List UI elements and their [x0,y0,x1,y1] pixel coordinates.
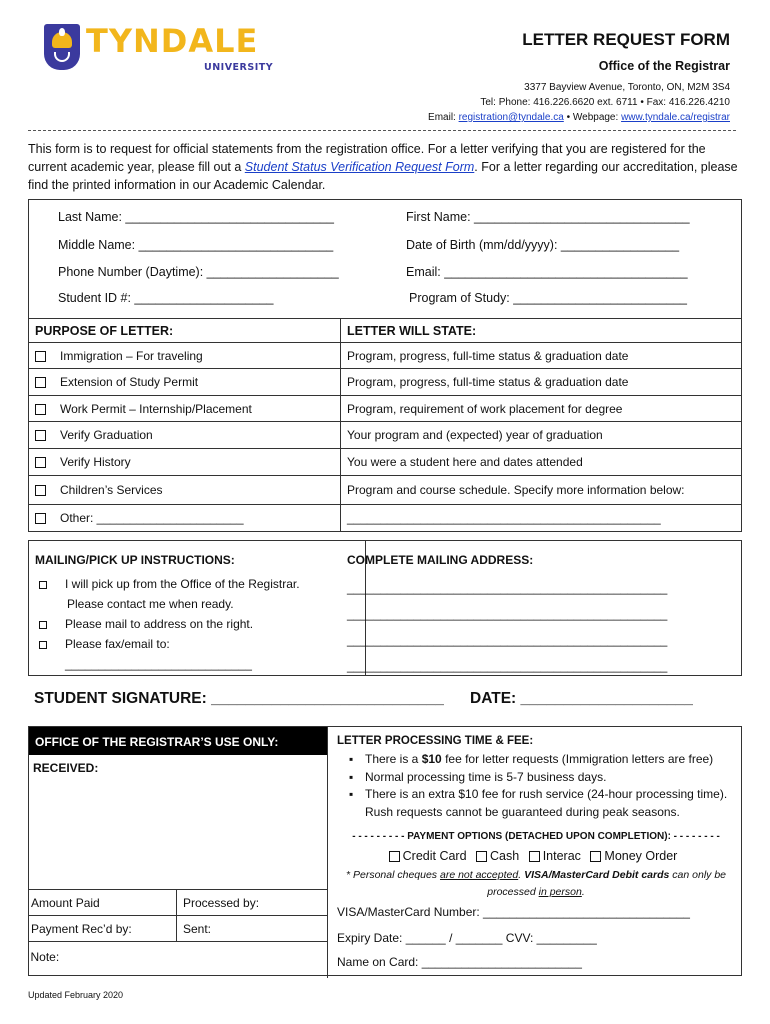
card-number-field[interactable]: VISA/MasterCard Number: _______________________________ [337,905,690,919]
mailing-box: MAILING/PICK UP INSTRUCTIONS: I will pick up from the Office of the Registrar. Please contact me when ready. Please mail to address on the right. Please fax/email to: ____________________________ COMPLETE MAILING ADDRESS: ________________________________________________ ________________________________________________ ________________________________________________ ________________________________________________ [28,540,742,676]
states-header: LETTER WILL STATE: [341,319,742,343]
table-row: Verify Graduation Your program and (expected) year of graduation [29,422,742,449]
checkbox[interactable] [476,851,487,862]
checkbox[interactable] [529,851,540,862]
list-item: ▪ There is an extra $10 fee for rush service (24-hour processing time). Rush requests cannot be guaranteed during peak seasons. [345,786,745,821]
divider [28,130,736,131]
table-row: Children’s Services Program and course schedule. Specify more information below: [29,476,742,505]
checkbox[interactable] [35,404,46,415]
form-title: LETTER REQUEST FORM [522,30,730,49]
checkbox[interactable] [39,581,47,589]
cash-option: Cash [490,849,520,863]
processing-list [345,751,745,821]
table-row: Verify History You were a student here and dates attended [29,449,742,476]
payment-recd-cell: Payment Rec’d by: [29,916,177,942]
web-label: • Webpage: [563,112,622,123]
email-field[interactable]: Email: ___________________________________ [406,265,688,279]
date-of-birth-field[interactable]: Date of Birth (mm/dd/yyyy): _________________ [406,238,680,252]
pickup-option: I will pick up from the Office of the Registrar. [65,577,300,591]
list-item: ▪ There is a $10 fee for letter requests (Immigration letters are free) [345,751,745,769]
checkbox[interactable] [35,513,46,524]
logo-wordmark: TYNDALE [86,22,259,60]
checkbox[interactable] [35,430,46,441]
footer-updated: Updated February 2020 [28,990,124,1000]
expiry-cvv-field[interactable]: Expiry Date: ______ / _______ CVV: _________ [337,931,597,945]
mail-option: Please mail to address on the right. [65,617,254,631]
name-on-card-field[interactable]: Name on Card: ________________________ [337,955,582,969]
checkbox[interactable] [35,457,46,468]
money-order-option: Money Order [604,849,678,863]
office-table [28,889,328,978]
checkbox[interactable] [39,641,47,649]
first-name-field[interactable]: First Name: _______________________________ [406,210,690,224]
table-row: Other: ______________________ _______________________________________________ [29,505,742,532]
table-row: Immigration – For traveling Program, progress, full-time status & graduation date [29,343,742,369]
processing-title: LETTER PROCESSING TIME & FEE: [337,735,534,747]
checkbox[interactable] [39,621,47,629]
address: 3377 Bayview Avenue, Toronto, ON, M2M 3S4 [524,82,730,93]
table-row: Extension of Study Permit Program, progress, full-time status & graduation date [29,369,742,396]
middle-name-field[interactable]: Middle Name: ____________________________ [58,238,334,252]
tyndale-logo [44,24,284,74]
student-signature-field[interactable]: STUDENT SIGNATURE: ___________________________ [34,690,444,707]
header [428,30,730,125]
office-use-heading: OFFICE OF THE REGISTRAR’S USE ONLY: [29,727,327,755]
purpose-table [28,318,742,532]
sent-cell: Sent: [177,916,328,942]
table-row: Work Permit – Internship/Placement Program, requirement of work placement for degree [29,396,742,422]
office-name: Office of the Registrar [598,59,730,73]
intro-paragraph: This form is to request for official statements from the registration office. For a letter verifying that you are registered for the current academic year, please fill out a Student Status Verification Request Form. For a letter regarding our accreditation, please find the printed information in our Academic Calendar. [28,142,738,192]
office-use-box [28,726,742,976]
mailing-title: MAILING/PICK UP INSTRUCTIONS: [35,553,235,567]
purpose-header: PURPOSE OF LETTER: [29,319,341,343]
webpage-link[interactable]: www.tyndale.ca/registrar [621,112,730,123]
last-name-field[interactable]: Last Name: ______________________________ [58,210,334,224]
student-id-field[interactable]: Student ID #: ____________________ [58,291,274,305]
amount-paid-cell: Amount Paid [29,890,177,916]
personal-info-box [28,199,742,319]
phone-fax: Tel: Phone: 416.226.6620 ext. 6711 • Fax: 416.226.4210 [480,97,730,108]
checkbox[interactable] [35,351,46,362]
logo-subtitle: UNIVERSITY [204,62,274,73]
checkbox[interactable] [35,485,46,496]
payment-options-heading: - - - - - - - - - PAYMENT OPTIONS (DETACHED UPON COMPLETION): - - - - - - - - [352,831,720,842]
address-line[interactable]: ________________________________________________ [347,581,668,595]
received-label: RECEIVED: [33,761,99,775]
mailing-address-title: COMPLETE MAILING ADDRESS: [347,553,534,567]
payment-options [329,849,743,863]
lamp-shield-icon [44,24,80,70]
address-line[interactable]: ________________________________________________ [347,607,668,621]
processed-by-cell: Processed by: [177,890,328,916]
email-label: Email: [428,112,459,123]
checkbox[interactable] [35,377,46,388]
note-cell: Note: [29,942,328,978]
status-verification-link[interactable]: Student Status Verification Request Form [244,160,475,174]
checkbox[interactable] [590,851,601,862]
email-link[interactable]: registration@tyndale.ca [458,112,564,123]
phone-field[interactable]: Phone Number (Daytime): ___________________ [58,265,339,279]
payment-note: * Personal cheques are not accepted. VISA/MasterCard Debit cards can only be processed in person. [346,869,726,898]
fax-email-option: Please fax/email to: [65,637,170,651]
fax-email-input[interactable]: ____________________________ [65,657,252,671]
date-field[interactable]: DATE: ____________________ [470,690,693,707]
checkbox[interactable] [389,851,400,862]
list-item: ▪ Normal processing time is 5-7 business days. [345,769,745,787]
address-line[interactable]: ________________________________________________ [347,633,668,647]
address-line[interactable]: ________________________________________________ [347,659,668,673]
interac-option: Interac [542,849,581,863]
credit-card-option: Credit Card [402,849,467,863]
program-field[interactable]: Program of Study: _________________________ [409,291,688,305]
